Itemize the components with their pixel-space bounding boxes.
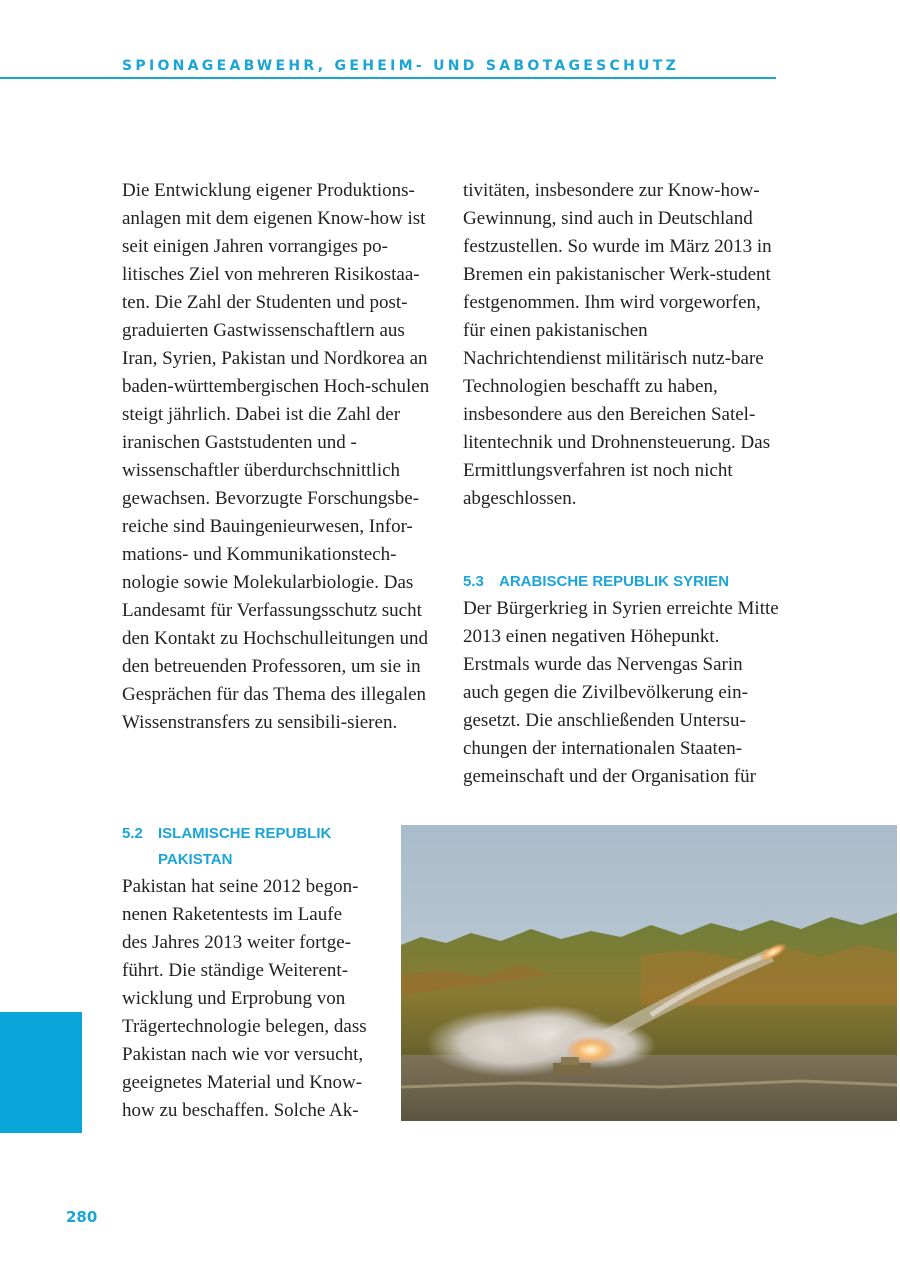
section-5-3	[463, 569, 783, 791]
section-title: ARABISCHE REPUBLIK SYRIEN	[499, 573, 730, 590]
section-heading-5-3	[463, 569, 783, 595]
section-heading-5-2	[122, 821, 372, 873]
left-column-top	[122, 177, 437, 737]
running-header: SPIONAGEABWEHR, GEHEIM- UND SABOTAGESCHUTZ	[122, 58, 680, 74]
body-paragraph-syria: Der Bürgerkrieg in Syrien erreichte Mitte 2013 einen negativen Höhepunkt. Erstmals wurde das Nervengas Sarin auch gegen die Zivilbevölkerung ein-gesetzt. Die anschließenden Untersu-chungen der internationalen Staaten-gemeinschaft und der Organisation für	[463, 598, 779, 787]
right-column-top	[463, 177, 780, 513]
section-number: 5.3	[463, 573, 484, 590]
body-paragraph-knowhow: Die Entwicklung eigener Produktions-anlagen mit dem eigenen Know-how ist seit einigen Jahren vorrangiges po-litisches Ziel von mehreren Risikostaa-ten. Die Zahl der Studenten und post-graduierten Gastwissenschaftlern aus Iran, Syrien, Pakistan und Nordkorea an baden-württembergischen Hoch-schulen steigt jährlich. Dabei ist die Zahl der iranischen Gaststudenten und -wissenschaftler überdurchschnittlich gewachsen. Bevorzugte Forschungsbe-reiche sind Bauingenieurwesen, Infor-mations- und Kommunikationstech-nologie sowie Molekularbiologie. Das Landesamt für Verfassungsschutz sucht den Kontakt zu Hochschulleitungen und den betreuenden Professoren, um sie in Gesprächen für das Thema des illegalen Wissenstransfers zu sensibili-sieren.	[122, 180, 430, 733]
section-title: ISLAMISCHE REPUBLIK PAKISTAN	[158, 825, 332, 868]
rocket-launch-photo	[401, 825, 897, 1121]
edge-color-tab	[0, 1012, 82, 1133]
section-number: 5.2	[122, 825, 143, 842]
body-paragraph-continuation: tivitäten, insbesondere zur Know-how-Gewinnung, sind auch in Deutschland festzustellen. So wurde im März 2013 in Bremen ein pakistanischer Werk-student festgenommen. Ihm wird vorgeworfen, für einen pakistanischen Nachrichtendienst militärisch nutz-bare Technologien beschafft zu haben, insbesondere aus den Bereichen Satel-litentechnik und Drohnensteuerung. Das Ermittlungsverfahren ist noch nicht abgeschlossen.	[463, 180, 772, 509]
page-number: 280	[66, 1208, 98, 1226]
body-paragraph-pakistan: Pakistan hat seine 2012 begon-nenen Raketentests im Laufe des Jahres 2013 weiter fortge-führt. Die ständige Weiterent-wicklung und Erprobung von Trägertechnologie belegen, dass Pakistan nach wie vor versucht, geeignetes Material und Know-how zu beschaffen. Solche Ak-	[122, 876, 367, 1121]
header-rule	[0, 77, 776, 79]
section-5-2	[122, 821, 372, 1125]
